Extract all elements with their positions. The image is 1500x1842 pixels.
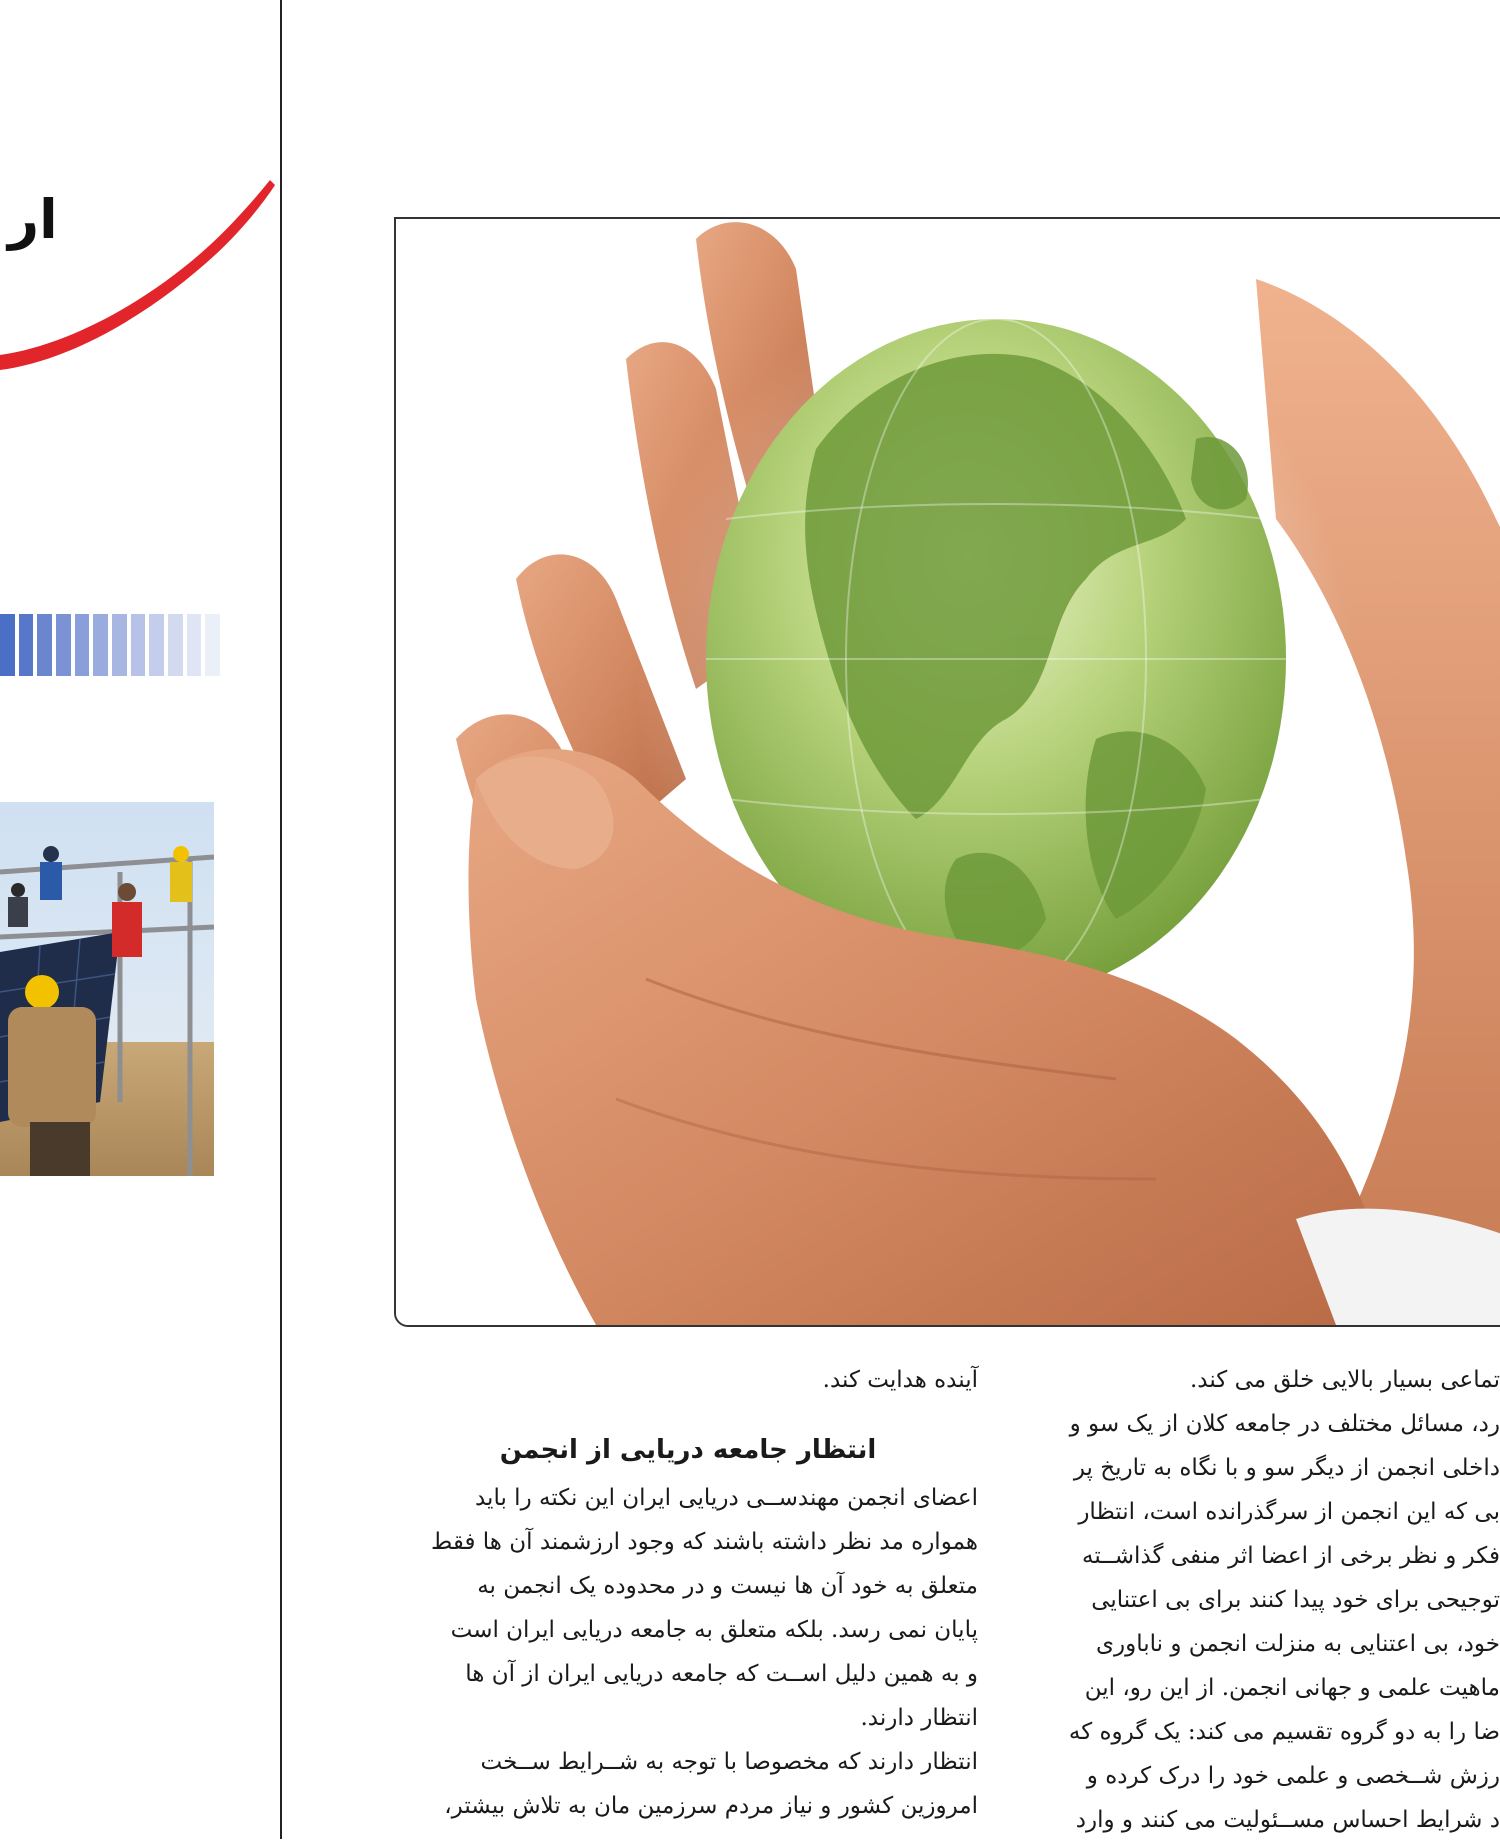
text-line: تماعی بسیار بالایی خلق می کند. <box>1189 1367 1500 1393</box>
color-bar-segment <box>131 614 146 676</box>
article-column-middle <box>398 1358 978 1828</box>
article-subheading: انتظار جامعه دریایی از انجمن <box>499 1435 877 1465</box>
text-line: رد، مسائل مختلف در جامعه کلان از یک سو و <box>1069 1411 1500 1437</box>
solar-installation-photo <box>0 802 214 1176</box>
text-line: بی که این انجمن از سرگذرانده است، انتظار <box>1078 1499 1500 1525</box>
text-line: پایان نمی رسد. بلکه متعلق به جامعه دریایی ایران است <box>450 1617 978 1643</box>
color-bar-segment <box>37 614 52 676</box>
color-bar-segment <box>168 614 183 676</box>
column-divider <box>280 0 282 1839</box>
color-bar-segment <box>56 614 71 676</box>
text-line: و به همین دلیل اســت که جامعه دریایی ایران از آن ها <box>465 1661 978 1687</box>
text-line: متعلق به خود آن ها نیست و در محدوده یک انجمن به <box>477 1573 978 1599</box>
color-bar-segment <box>187 614 202 676</box>
globe-in-hands-photo <box>394 217 1500 1327</box>
text-line: د شرایط احساس مســئولیت می کنند و وارد <box>1075 1807 1500 1833</box>
svg-text:ار: ار <box>8 188 58 251</box>
text-line: فکر و نظر برخی از اعضا اثر منفی گذاشــته <box>1082 1543 1500 1569</box>
sidebar-column <box>0 0 280 1839</box>
text-line: داخلی انجمن از دیگر سو و با نگاه به تاریخ پر <box>1073 1455 1500 1481</box>
text-line: همواره مد نظر داشته باشند که وجود ارزشمند آن ها فقط <box>431 1529 978 1555</box>
text-line: ضا را به دو گروه تقسیم می کند: یک گروه که <box>1068 1719 1500 1745</box>
color-bar-segment <box>149 614 164 676</box>
article-column-right <box>1020 1358 1500 1842</box>
text-line: انتظار دارند که مخصوصا با توجه به شــرایط ســخت <box>480 1749 978 1775</box>
text-line: توجیحی برای خود پیدا کنند برای بی اعتنایی <box>1091 1587 1500 1613</box>
color-bar-segment <box>112 614 127 676</box>
opening-line: آینده هدایت کند. <box>822 1367 978 1393</box>
text-line: خود، بی اعتنایی به منزلت انجمن و ناباوری <box>1096 1631 1500 1657</box>
color-bar-segment <box>93 614 108 676</box>
section-color-bar <box>0 614 220 676</box>
text-line: امروزین کشور و نیاز مردم سرزمین مان به تلاش بیشتر، <box>444 1793 978 1819</box>
text-line: انتظار دارند. <box>860 1705 978 1731</box>
text-line: ماهیت علمی و جهانی انجمن. از این رو، این <box>1084 1675 1500 1701</box>
text-line: اعضای انجمن مهندســی دریایی ایران این نکته را باید <box>474 1485 978 1511</box>
color-bar-segment <box>0 614 15 676</box>
color-bar-segment <box>19 614 34 676</box>
newspaper-logo <box>0 150 280 370</box>
color-bar-segment <box>205 614 220 676</box>
paragraph-1 <box>398 1476 978 1740</box>
color-bar-segment <box>75 614 90 676</box>
text-line: رزش شــخصی و علمی خود را درک کرده و <box>1086 1763 1500 1789</box>
paragraph-2 <box>398 1740 978 1828</box>
